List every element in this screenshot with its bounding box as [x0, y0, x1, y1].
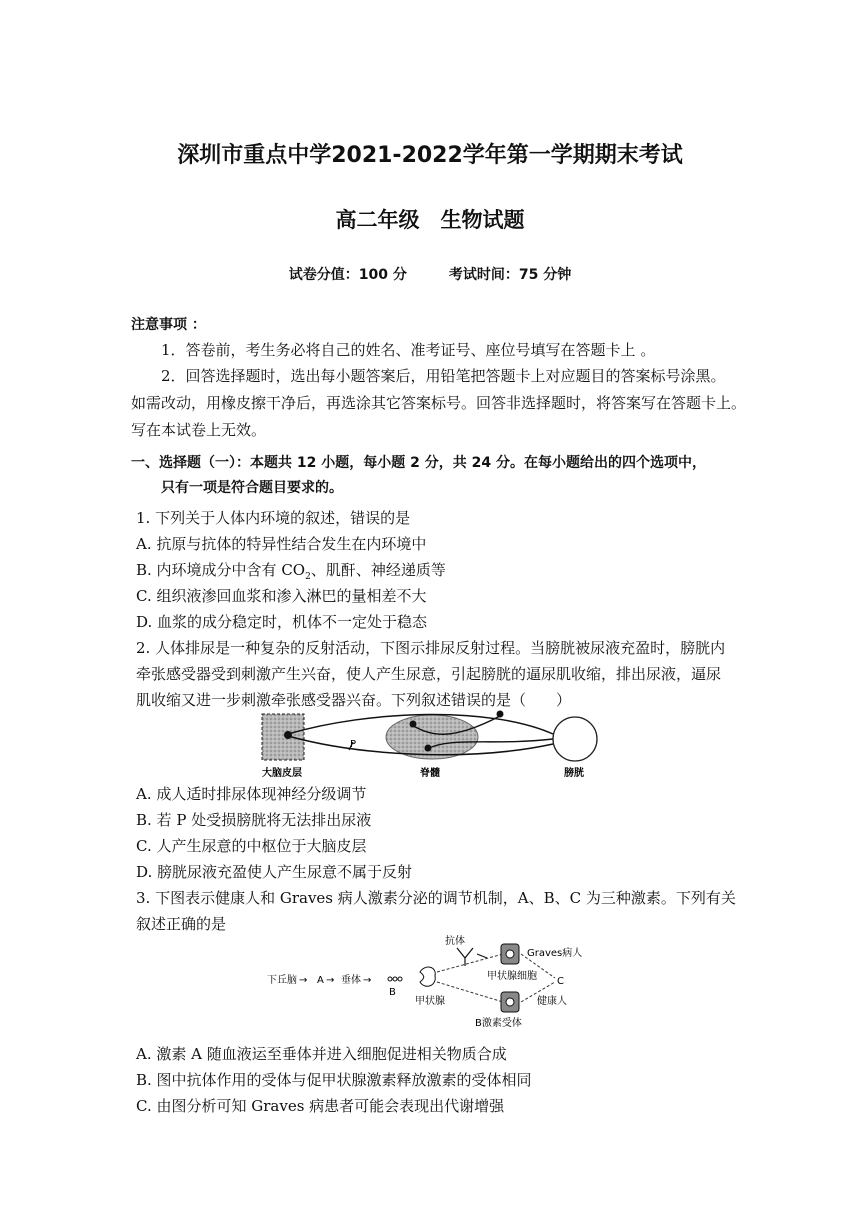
- label-bladder: 膀胱: [564, 768, 584, 779]
- notice-heading: 注意事项 ：: [131, 317, 206, 333]
- exam-meta: 试卷分值：100 分 考试时间：75 分钟: [288, 267, 572, 283]
- antibody-icon: [457, 948, 487, 966]
- notice-item-2-line-1: 2．回答选择题时，选出每小题答案后，用铅笔把答题卡上对应题目的答案标号涂黑。: [161, 367, 726, 385]
- label-cerebral-cortex: 大脑皮层: [262, 768, 302, 779]
- q3-option-b: B. 图中抗体作用的受体与促甲状腺激素释放激素的受体相同: [136, 1071, 532, 1089]
- bladder-circle: [553, 717, 597, 761]
- q2-option-a: A. 成人适时排尿体现神经分级调节: [136, 785, 367, 803]
- q1-option-b-text-end: 、肌酐、神经递质等: [310, 561, 446, 579]
- q3-option-c: C. 由图分析可知 Graves 病患者可能会表现出代谢增强: [136, 1097, 505, 1115]
- q1-option-b-text: B. 内环境成分中含有 CO: [136, 561, 306, 579]
- notice-item-2-line-2: 如需改动，用橡皮擦干净后，再选涂其它答案标号。回答非选择题时，将答案写在答题卡上。: [131, 394, 747, 412]
- label-pituitary: 垂体: [341, 975, 361, 986]
- q2-option-b: B. 若 P 处受损膀胱将无法排出尿液: [136, 811, 372, 829]
- exam-subtitle: 高二年级 生物试题: [335, 208, 525, 232]
- hormone-b-dots: [388, 977, 402, 981]
- q2-stem-line-2: 牵张感受器受到刺激产生兴奋，使人产生尿意，引起膀胱的逼尿肌收缩，排出尿液，逼尿: [136, 665, 722, 683]
- label-spinal-cord: 脊髓: [420, 768, 440, 779]
- q1-option-b-subscript: 2: [305, 572, 311, 582]
- arrow-1: →: [299, 975, 308, 986]
- q1-option-d: D. 血浆的成分稳定时，机体不一定处于稳态: [136, 613, 428, 631]
- cerebral-cortex-box: [262, 714, 304, 760]
- q1-option-b: [136, 559, 446, 582]
- q3-option-a: A. 激素 A 随血液运至垂体并进入细胞促进相关物质合成: [136, 1045, 507, 1063]
- q1-stem: 1. 下列关于人体内环境的叙述，错误的是: [136, 509, 411, 527]
- urination-reflex-diagram: [250, 706, 610, 782]
- section-heading-line-1: 一、选择题（一）：本题共 12 小题，每小题 2 分，共 24 分。在每小题给出的四个选项中，: [131, 455, 706, 471]
- q3-stem-line-2: 叙述正确的是: [136, 915, 227, 933]
- graves-regulation-diagram: [265, 932, 605, 1032]
- notice-item-2-line-3: 写在本试卷上无效。: [131, 421, 267, 439]
- q2-stem-line-1: 2. 人体排尿是一种复杂的反射活动，下图示排尿反射过程。当膀胱被尿液充盈时，膀胱内: [136, 639, 726, 657]
- q3-stem-line-1: 3. 下图表示健康人和 Graves 病人激素分泌的调节机制，A、B、C 为三种激素。下列有关: [136, 889, 736, 907]
- label-antibody: 抗体: [445, 936, 465, 947]
- ganglion-neuron: [497, 711, 504, 718]
- arrow-2: →: [326, 975, 335, 986]
- spinal-neuron-1: [410, 721, 417, 728]
- label-hormone-b: B: [389, 987, 396, 998]
- q1-option-a: A. 抗原与抗体的特异性结合发生在内环境中: [136, 535, 427, 553]
- q2-option-d: D. 膀胱尿液充盈使人产生尿意不属于反射: [136, 863, 413, 881]
- label-hypothalamus: 下丘脑: [267, 975, 297, 986]
- spinal-cord-ellipse: [386, 715, 478, 759]
- label-b-receptor: B激素受体: [475, 1018, 522, 1029]
- thyroid-shape: [420, 967, 435, 986]
- cortex-neuron: [284, 731, 292, 739]
- q2-stem-line-3: 肌收缩又进一步刺激牵张感受器兴奋。下列叙述错误的是（ ）: [136, 691, 572, 709]
- label-healthy: 健康人: [537, 996, 567, 1007]
- q2-option-c: C. 人产生尿意的中枢位于大脑皮层: [136, 837, 367, 855]
- label-hormone-a: A: [317, 975, 324, 986]
- section-heading-line-2: 只有一项是符合题目要求的。: [161, 480, 343, 496]
- label-thyroid: 甲状腺: [415, 996, 445, 1007]
- label-graves: Graves病人: [527, 948, 583, 959]
- q1-option-c: C. 组织液渗回血浆和渗入淋巴的量相差不大: [136, 587, 427, 605]
- label-thyroid-cell: 甲状腺细胞: [487, 971, 537, 982]
- exam-title: 深圳市重点中学2021-2022学年第一学期期末考试: [177, 143, 683, 168]
- arrow-3: →: [363, 975, 372, 986]
- spinal-neuron-2: [425, 745, 432, 752]
- notice-item-1: 1．答卷前，考生务必将自己的姓名、准考证号、座位号填写在答题卡上 。: [161, 341, 656, 359]
- label-p: P: [350, 739, 357, 750]
- label-hormone-c: C: [557, 976, 564, 987]
